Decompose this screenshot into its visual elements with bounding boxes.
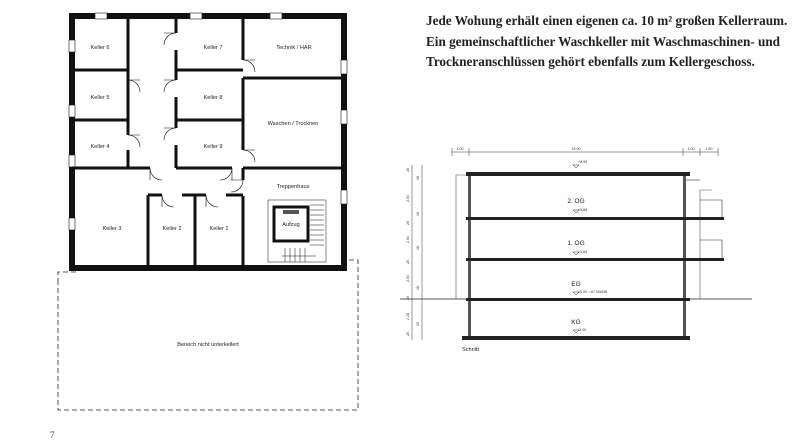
room-label-waschen: Waschen / Trocknen <box>267 121 319 127</box>
top-dim-1: 1.00 <box>456 147 464 151</box>
room-label-keller6: Keller 6 <box>90 45 110 51</box>
side-dim-2: 16 <box>416 176 420 180</box>
level-markers <box>573 165 579 333</box>
side-dim-9: 2.54 <box>406 275 410 282</box>
side-dim-11: 20 <box>406 296 410 300</box>
side-dim-10: 16 <box>416 286 420 290</box>
side-dim-3: 2.54 <box>406 195 410 202</box>
room-label-keller9: Keller 9 <box>203 144 223 150</box>
side-dim-5: 20 <box>406 221 410 225</box>
description-line-3: Trockneranschlüssen gehört ebenfalls zum Kellergeschoss. <box>426 54 755 69</box>
level-og1: +2.84 <box>578 250 588 254</box>
side-dim-13: 20 <box>416 322 420 326</box>
room-label-keller7: Keller 7 <box>203 45 223 51</box>
room-label-aufzug: Aufzug <box>282 222 300 228</box>
side-dim-12: 2.28 <box>406 313 410 320</box>
side-dim-14: 20 <box>406 332 410 336</box>
room-label-keller3: Keller 3 <box>102 226 122 232</box>
top-dim-4: 1.50 <box>705 147 713 151</box>
floor-label-kg: KG <box>571 319 581 326</box>
top-dimension-line <box>452 148 718 156</box>
level-top: +8.99 <box>578 160 588 164</box>
room-label-technik: Technik / HAR <box>276 45 312 51</box>
room-label-keller4: Keller 4 <box>90 144 110 150</box>
unexcavated-area-label: Bereich nicht unterkellert <box>177 342 239 348</box>
top-dim-3: 1.00 <box>687 147 695 151</box>
description-line-2: Ein gemeinschaftlicher Waschkeller mit Waschmaschinen- und <box>426 33 781 49</box>
side-dim-4: 16 <box>416 212 420 216</box>
floor-label-og1: 1. OG <box>567 240 585 247</box>
level-og2: +5.68 <box>578 208 588 212</box>
level-kg: -2.00 <box>578 328 587 332</box>
side-dim-1: 20 <box>406 168 410 172</box>
neighbour-outline <box>456 175 470 299</box>
room-label-keller5: Keller 5 <box>90 95 110 101</box>
room-label-keller8: Keller 8 <box>203 95 223 101</box>
top-dim-2: 15.00 <box>571 147 581 151</box>
room-label-treppenhaus: Treppenhaus <box>276 184 310 190</box>
floor-label-eg: EG <box>571 281 581 288</box>
side-dim-6: 2.54 <box>406 236 410 243</box>
side-dim-7: 16 <box>416 246 420 250</box>
section-caption: Schnitt <box>462 347 480 353</box>
vertical-dimension-line <box>412 165 422 340</box>
floor-label-og2: 2. OG <box>567 198 585 205</box>
side-dim-8: 20 <box>406 260 410 264</box>
description-line-1: Jede Wohung erhält einen eigenen ca. 10 m² großen Kellerraum. <box>426 13 788 28</box>
right-outline <box>700 190 712 299</box>
room-label-keller1: Keller 1 <box>209 226 229 232</box>
page-number: 7 <box>50 430 55 440</box>
level-eg: ±0.00 = 67.00üNN <box>578 290 608 294</box>
room-label-keller2: Keller 2 <box>162 226 182 232</box>
